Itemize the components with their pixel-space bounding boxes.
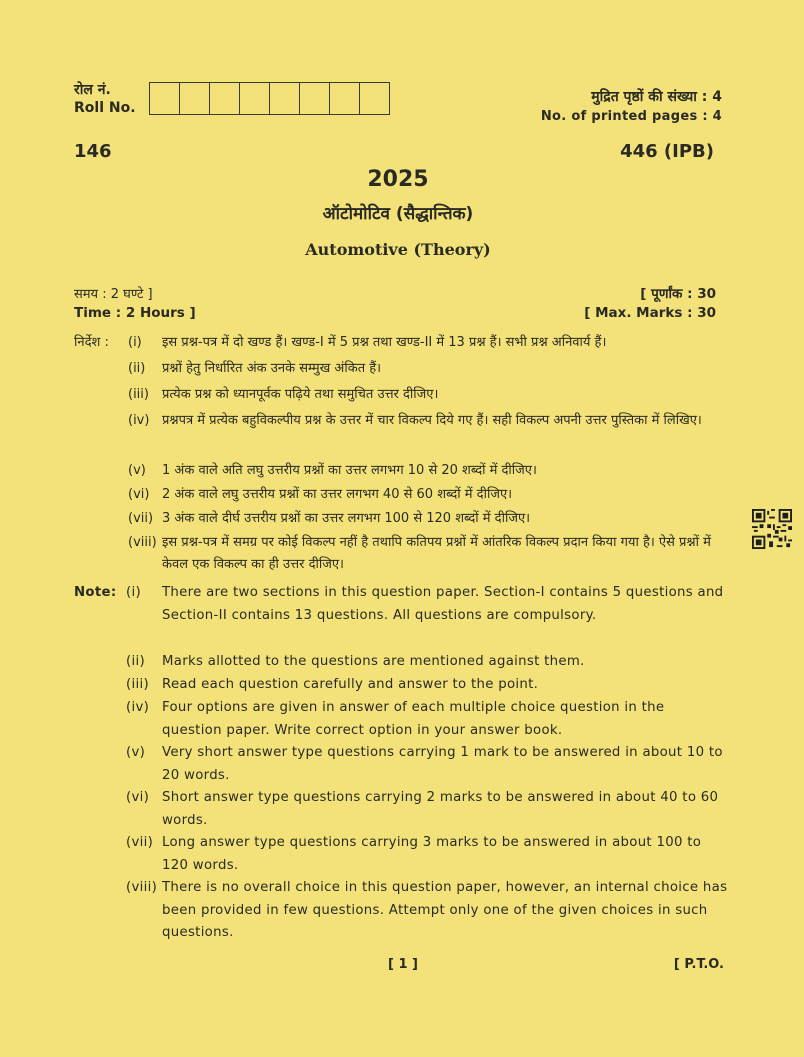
roll-digit-box [180, 83, 210, 114]
instruction-number: (v) [128, 463, 146, 478]
paper-number: 146 [74, 141, 112, 162]
note-number: (vii) [126, 835, 154, 850]
instruction-number: (ii) [128, 361, 146, 376]
roll-digit-box [210, 83, 240, 114]
note-label: Note: [74, 585, 117, 600]
printed-pages: No. of printed pages : 4 [540, 109, 722, 124]
roll-number-label: Roll No. [74, 100, 136, 116]
note-text: There is no overall choice in this question paper, however, an internal choice has been provided in few questions. Attempt only one of the given choices in such questions. [162, 880, 728, 940]
roll-number-label-hindi: रोल नं. [74, 82, 111, 98]
roll-digit-box [150, 83, 180, 114]
subject-title: Automotive (Theory) [305, 240, 491, 259]
instruction-number: (i) [128, 335, 142, 350]
instruction-text: इस प्रश्न-पत्र में समग्र पर कोई विकल्प नहीं है तथापि कतिपय प्रश्नों में आंतरिक विकल्प प्रदान किया गया है। ऐसे प्रश्नों में केवल एक विकल्प का ही उत्तर दीजिए। [162, 535, 711, 572]
printed-pages-hindi: मुद्रित पृष्ठों की संख्या : 4 [591, 89, 722, 105]
instruction-number: (vii) [128, 511, 154, 526]
instruction-text: 3 अंक वाले दीर्घ उत्तरीय प्रश्नों का उत्तर लगभग 100 से 120 शब्दों में दीजिए। [162, 511, 531, 526]
instruction-text: 2 अंक वाले लघु उत्तरीय प्रश्नों का उत्तर लगभग 40 से 60 शब्दों में दीजिए। [162, 487, 513, 502]
instruction-text: प्रत्येक प्रश्न को ध्यानपूर्वक पढ़िये तथा समुचित उत्तर दीजिए। [162, 387, 439, 402]
note-number: (iii) [126, 677, 149, 692]
roll-digit-box [300, 83, 330, 114]
note-number: (iv) [126, 700, 150, 715]
instruction-text: प्रश्नों हेतु निर्धारित अंक उनके सम्मुख अंकित हैं। [162, 361, 382, 376]
instruction-number: (vi) [128, 487, 150, 502]
page-number: [ 1 ] [388, 957, 418, 972]
exam-year: 2025 [367, 167, 429, 192]
max-marks-hindi: [ पूर्णांक : 30 [640, 286, 716, 302]
roll-digit-box [330, 83, 360, 114]
note-text: Four options are given in answer of each multiple choice question in the question paper. Write correct option in your answer book. [162, 700, 665, 738]
instruction-text: प्रश्नपत्र में प्रत्येक बहुविकल्पीय प्रश्न के उत्तर में चार विकल्प दिये गए हैं। सही विकल्प अपनी उत्तर पुस्तिका में लिखिए। [162, 413, 702, 428]
instructions-label-hindi: निर्देश : [74, 335, 109, 350]
time-hindi: समय : 2 घण्टे ] [74, 287, 153, 302]
instruction-number: (viii) [128, 535, 157, 550]
note-number: (i) [126, 585, 141, 600]
roll-digit-box [360, 83, 389, 114]
note-number: (viii) [126, 880, 158, 895]
note-text: Marks allotted to the questions are mentioned against them. [162, 654, 585, 669]
instruction-number: (iv) [128, 413, 150, 428]
instruction-number: (iii) [128, 387, 149, 402]
instruction-text: 1 अंक वाले अति लघु उत्तरीय प्रश्नों का उत्तर लगभग 10 से 20 शब्दों में दीजिए। [162, 463, 537, 478]
subject-title-hindi: ऑटोमोटिव (सैद्धान्तिक) [322, 204, 474, 224]
note-text: Read each question carefully and answer to the point. [162, 677, 539, 692]
note-number: (vi) [126, 790, 150, 805]
note-text: There are two sections in this question paper. Section-I contains 5 questions and Section-II contains 13 questions. All questions are compulsory. [162, 585, 724, 623]
roll-number-boxes [149, 82, 390, 115]
roll-digit-box [270, 83, 300, 114]
note-text: Short answer type questions carrying 2 marks to be answered in about 40 to 60 words. [162, 790, 719, 828]
note-text: Very short answer type questions carrying 1 mark to be answered in about 10 to 20 words. [162, 745, 723, 783]
note-number: (v) [126, 745, 146, 760]
instruction-text: इस प्रश्न-पत्र में दो खण्ड हैं। खण्ड-I में 5 प्रश्न तथा खण्ड-II में 13 प्रश्न हैं। सभी प्रश्न अनिवार्य हैं। [162, 335, 607, 350]
note-number: (ii) [126, 654, 145, 669]
paper-code: 446 (IPB) [620, 141, 714, 162]
please-turn-over: [ P.T.O. [673, 957, 724, 972]
time-allowed: Time : 2 Hours ] [74, 305, 196, 321]
qr-code [752, 509, 792, 549]
note-text: Long answer type questions carrying 3 marks to be answered in about 100 to 120 words. [162, 835, 702, 873]
roll-digit-box [240, 83, 270, 114]
max-marks: [ Max. Marks : 30 [584, 305, 716, 321]
